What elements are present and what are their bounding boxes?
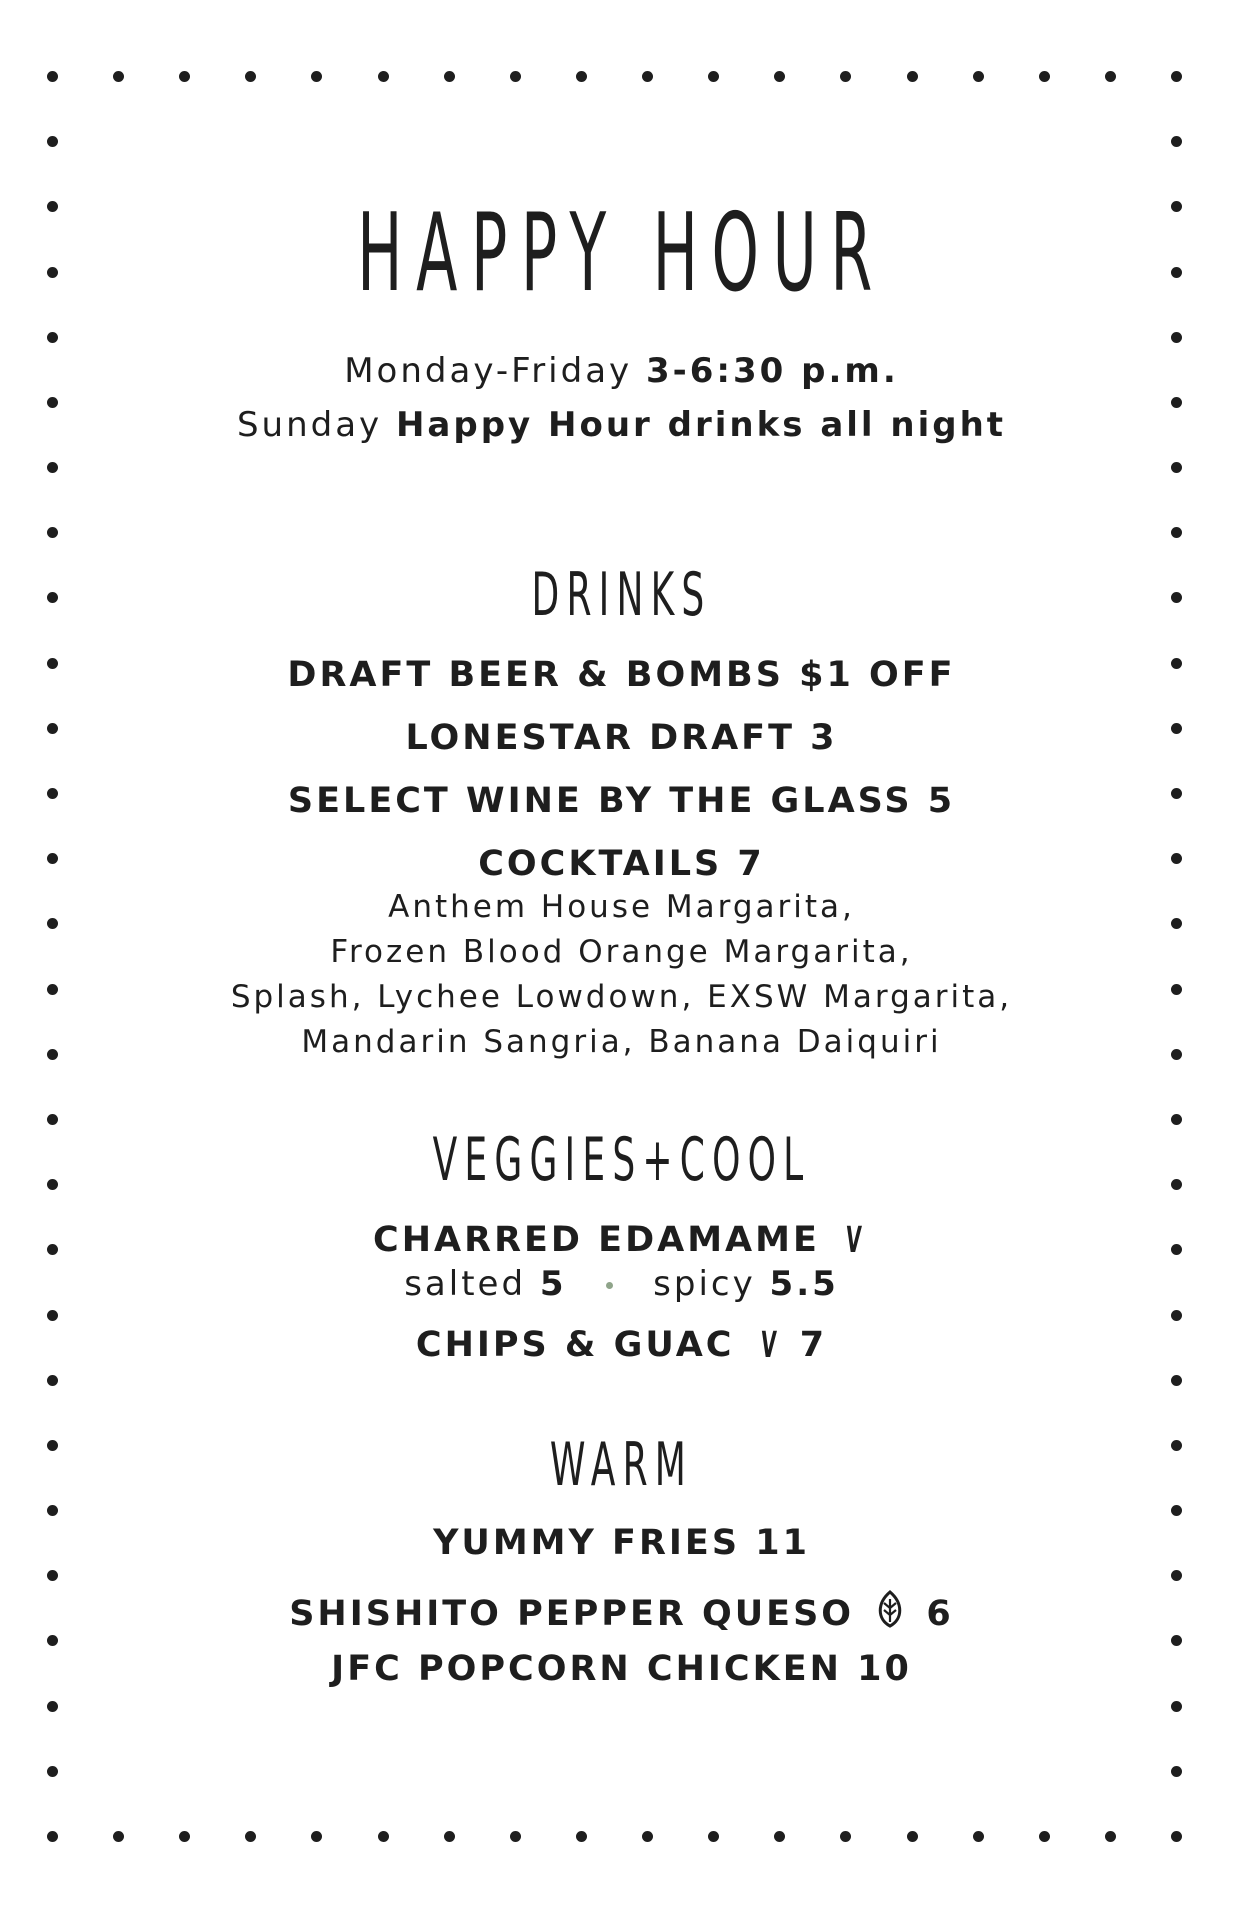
dot-icon: [1171, 1310, 1182, 1321]
dot-icon: [47, 1766, 58, 1777]
drink-item: COCKTAILS 7: [478, 844, 765, 884]
dot-icon: [378, 1831, 389, 1842]
warm-heading-wrap: [0, 1430, 1243, 1500]
dot-icon: [47, 1505, 58, 1516]
dot-icon: [1171, 527, 1182, 538]
dot-icon: [311, 71, 322, 82]
dot-icon: [47, 71, 58, 82]
dot-icon: [1171, 1635, 1182, 1646]
cocktail-line: Splash, Lychee Lowdown, EXSW Margarita,: [230, 979, 1013, 1015]
dot-icon: [179, 71, 190, 82]
edamame-name: CHARRED EDAMAME: [373, 1220, 820, 1260]
drinks-heading-wrap: [0, 560, 1243, 630]
queso-price: 6: [926, 1594, 954, 1634]
dot-icon: [774, 1831, 785, 1842]
dot-icon: [444, 1831, 455, 1842]
dot-icon: [576, 1831, 587, 1842]
dot-icon: [311, 1831, 322, 1842]
weekday-label: Monday-Friday: [344, 351, 633, 391]
dot-icon: [1105, 71, 1116, 82]
dot-icon: [907, 1831, 918, 1842]
dot-icon: [708, 1831, 719, 1842]
dot-separator-icon: [606, 1282, 613, 1289]
dot-icon: [907, 71, 918, 82]
dot-icon: [47, 1570, 58, 1581]
dot-icon: [1171, 332, 1182, 343]
dot-icon: [47, 1831, 58, 1842]
menu-item-queso: [0, 1589, 1243, 1632]
warm-heading: WARM: [549, 1430, 694, 1500]
dot-icon: [642, 71, 653, 82]
dot-icon: [245, 1831, 256, 1842]
drink-item: LONESTAR DRAFT 3: [405, 718, 838, 758]
dot-icon: [47, 527, 58, 538]
veggies-heading: VEGGIES+COOL: [432, 1125, 811, 1195]
queso-name: SHISHITO PEPPER QUESO: [289, 1594, 855, 1634]
dot-icon: [179, 1831, 190, 1842]
cocktail-line: Frozen Blood Orange Margarita,: [330, 934, 913, 970]
dot-icon: [47, 1310, 58, 1321]
salted-price: 5: [539, 1264, 567, 1304]
spicy-label: spicy: [653, 1264, 756, 1304]
sunday-note: Happy Hour drinks all night: [395, 405, 1007, 445]
dot-icon: [47, 332, 58, 343]
salted-label: salted: [404, 1264, 527, 1304]
dot-icon: [1039, 1831, 1050, 1842]
hours-block: [0, 344, 1243, 452]
veggies-heading-wrap: [0, 1125, 1243, 1195]
menu-item-edamame: [0, 1220, 1243, 1261]
dot-icon: [47, 1114, 58, 1125]
dot-icon: [1171, 71, 1182, 82]
dot-icon: [973, 71, 984, 82]
hours-weekday: [0, 344, 1243, 398]
dot-icon: [708, 71, 719, 82]
cocktail-line: Mandarin Sangria, Banana Daiquiri: [301, 1024, 942, 1060]
drinks-heading: DRINKS: [531, 560, 712, 630]
dot-icon: [378, 71, 389, 82]
dot-icon: [1039, 71, 1050, 82]
chips-price: 7: [799, 1325, 828, 1365]
dot-icon: [47, 1701, 58, 1712]
dot-icon: [510, 71, 521, 82]
drink-item: SELECT WINE BY THE GLASS 5: [287, 781, 956, 821]
leaf-icon: [873, 1589, 907, 1629]
vegan-v-icon: V: [844, 1220, 865, 1261]
cocktail-line: Anthem House Margarita,: [388, 889, 855, 925]
dot-icon: [47, 1635, 58, 1646]
dot-icon: [510, 1831, 521, 1842]
dot-icon: [774, 71, 785, 82]
cocktail-list: [0, 885, 1243, 1065]
menu-item-chicken: JFC POPCORN CHICKEN 10: [331, 1649, 912, 1689]
dot-icon: [47, 1375, 58, 1386]
dot-icon: [113, 71, 124, 82]
chips-name: CHIPS & GUAC: [415, 1325, 735, 1365]
dot-icon: [1171, 136, 1182, 147]
edamame-prices: [0, 1262, 1243, 1307]
dot-icon: [1171, 462, 1182, 473]
dot-icon: [245, 71, 256, 82]
dot-icon: [47, 136, 58, 147]
dot-icon: [1171, 1831, 1182, 1842]
dot-icon: [840, 71, 851, 82]
dot-icon: [444, 71, 455, 82]
menu-item-fries: YUMMY FRIES 11: [433, 1523, 810, 1563]
weekday-time: 3-6:30 p.m.: [645, 351, 899, 391]
dot-icon: [47, 462, 58, 473]
dot-icon: [1171, 1570, 1182, 1581]
dot-icon: [1171, 1114, 1182, 1125]
dot-icon: [642, 1831, 653, 1842]
vegan-v-icon: V: [759, 1325, 779, 1366]
dot-icon: [1105, 1831, 1116, 1842]
hours-sunday: [0, 398, 1243, 452]
menu-item-chips: [0, 1325, 1243, 1366]
dot-icon: [576, 71, 587, 82]
dot-icon: [840, 1831, 851, 1842]
sunday-label: Sunday: [236, 405, 383, 445]
dot-icon: [1171, 1766, 1182, 1777]
spicy-price: 5.5: [769, 1264, 839, 1304]
dot-icon: [1171, 1505, 1182, 1516]
title-wrap: [0, 191, 1243, 316]
dot-icon: [1171, 1701, 1182, 1712]
page-title: HAPPY HOUR: [357, 191, 886, 316]
drink-item: DRAFT BEER & BOMBS $1 OFF: [287, 655, 956, 695]
dot-icon: [113, 1831, 124, 1842]
dot-icon: [1171, 1375, 1182, 1386]
dot-icon: [973, 1831, 984, 1842]
